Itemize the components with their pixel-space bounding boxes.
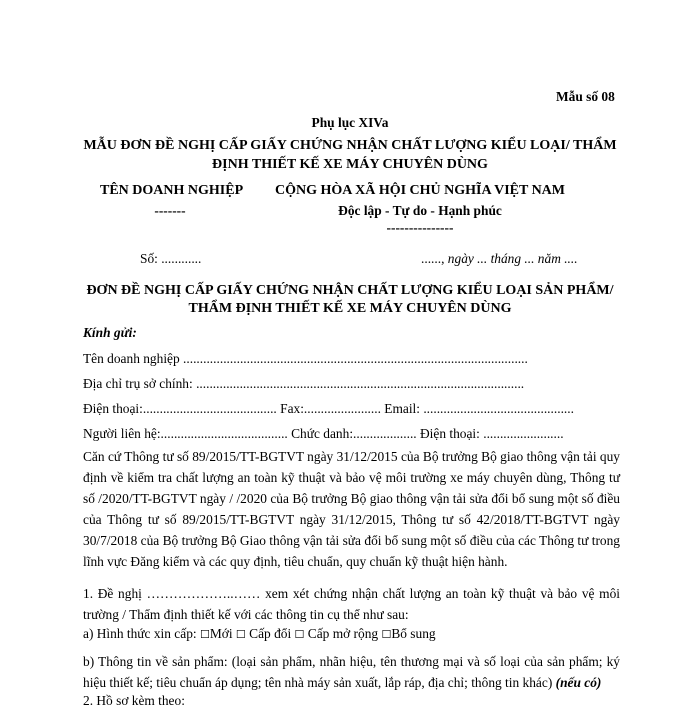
item-a-line xyxy=(83,626,436,642)
address-field: Địa chỉ trụ sở chính: .................................................................................................. xyxy=(83,376,525,391)
phone-fax-email-field: Điện thoại:........................................ Fax:....................... Email: ............................................. xyxy=(83,401,574,416)
option-extend: Cấp mở rộng xyxy=(307,626,379,641)
item-b-note: (nếu có) xyxy=(555,675,602,690)
contact-field: Người liên hệ:...................................... Chức danh:................... Điện thoại: ........................ xyxy=(83,426,564,441)
kinh-gui-label: Kính gửi: xyxy=(83,325,137,340)
item-a-label: a) Hình thức xin cấp: xyxy=(83,626,197,641)
document-title-line1: MẪU ĐƠN ĐỀ NGHỊ CẤP GIẤY CHỨNG NHẬN CHẤT LƯỢNG KIỂU LOẠI/ THẨM xyxy=(83,138,617,153)
item-b-paragraph xyxy=(83,651,620,693)
document-number: Số: ............ xyxy=(140,251,202,266)
republic-heading: CỘNG HÒA XÃ HỘI CHỦ NGHĨA VIỆT NAM xyxy=(274,183,565,198)
option-supplement: Bổ sung xyxy=(391,626,436,641)
date-line xyxy=(421,251,578,267)
checkbox-icon[interactable]: ☐ xyxy=(294,628,305,641)
appendix-label: Phụ lục XIVa xyxy=(311,115,389,130)
form-title-line1: ĐƠN ĐỀ NGHỊ CẤP GIẤY CHỨNG NHẬN CHẤT LƯỢNG KIỂU LOẠI SẢN PHẨM/ xyxy=(86,283,614,298)
document-title-line2: ĐỊNH THIẾT KẾ XE MÁY CHUYÊN DÙNG xyxy=(212,157,488,172)
motto: Độc lập - Tự do - Hạnh phúc xyxy=(338,203,502,218)
item-b-text: b) Thông tin về sản phẩm: (loại sản phẩm, nhãn hiệu, tên thương mại và số loại của sản phẩm; ký hiệu thiết kế; tiêu chuẩn áp dụng; tên nhà máy sản xuất, lắp ráp, địa chỉ; thông tin khác) xyxy=(83,654,620,690)
company-dashes: ------- xyxy=(154,203,186,218)
checkbox-icon[interactable]: ☐ xyxy=(381,628,392,641)
option-reissue: Cấp đổi xyxy=(249,626,292,641)
motto-dashes: --------------- xyxy=(386,220,454,235)
checkbox-icon[interactable]: ☐ xyxy=(235,628,246,641)
option-new: Mới xyxy=(209,626,233,641)
item-2-heading: 2. Hồ sơ kèm theo: xyxy=(83,693,185,708)
checkbox-icon[interactable]: ☐ xyxy=(199,628,210,641)
legal-basis-paragraph: Căn cứ Thông tư số 89/2015/TT-BGTVT ngày 31/12/2015 của Bộ trưởng Bộ giao thông vận tải quy định về kiểm tra chất lượng an toàn kỹ thuật và bảo vệ môi trường xe máy chuyên dùng, Thông tư số /2020/TT-BGTVT ngày / /2020 của Bộ trưởng Bộ giao thông vận tải sửa đổi bổ sung một số điều của Thông tư số 89/2015/TT-BGTVT ngày 31/12/2015, Thông tư số 42/2018/TT-BGTVT ngày 30/7/2018 của Bộ trưởng Bộ Giao thông vận tải sửa đổi bổ sung một số điều của các Thông tư trong lĩnh vực Đăng kiểm và các quy định, tiêu chuẩn, quy chuẩn kỹ thuật hiện hành. xyxy=(83,449,620,569)
item-1-paragraph: 1. Đề nghị ………………..…… xem xét chứng nhận chất lượng an toàn kỹ thuật và bảo vệ môi trường / Thẩm định thiết kế với các thông tin cụ thể như sau: xyxy=(83,586,620,622)
company-heading: TÊN DOANH NGHIỆP xyxy=(100,183,244,198)
date-prefix: ......, xyxy=(421,251,445,266)
company-name-field: Tên doanh nghiệp ....................................................................................................... xyxy=(83,351,528,366)
form-title-line2: THẨM ĐỊNH THIẾT KẾ XE MÁY CHUYÊN DÙNG xyxy=(188,301,512,316)
form-number: Mẫu số 08 xyxy=(556,89,615,104)
date-text: ngày ... tháng ... năm .... xyxy=(447,251,578,266)
